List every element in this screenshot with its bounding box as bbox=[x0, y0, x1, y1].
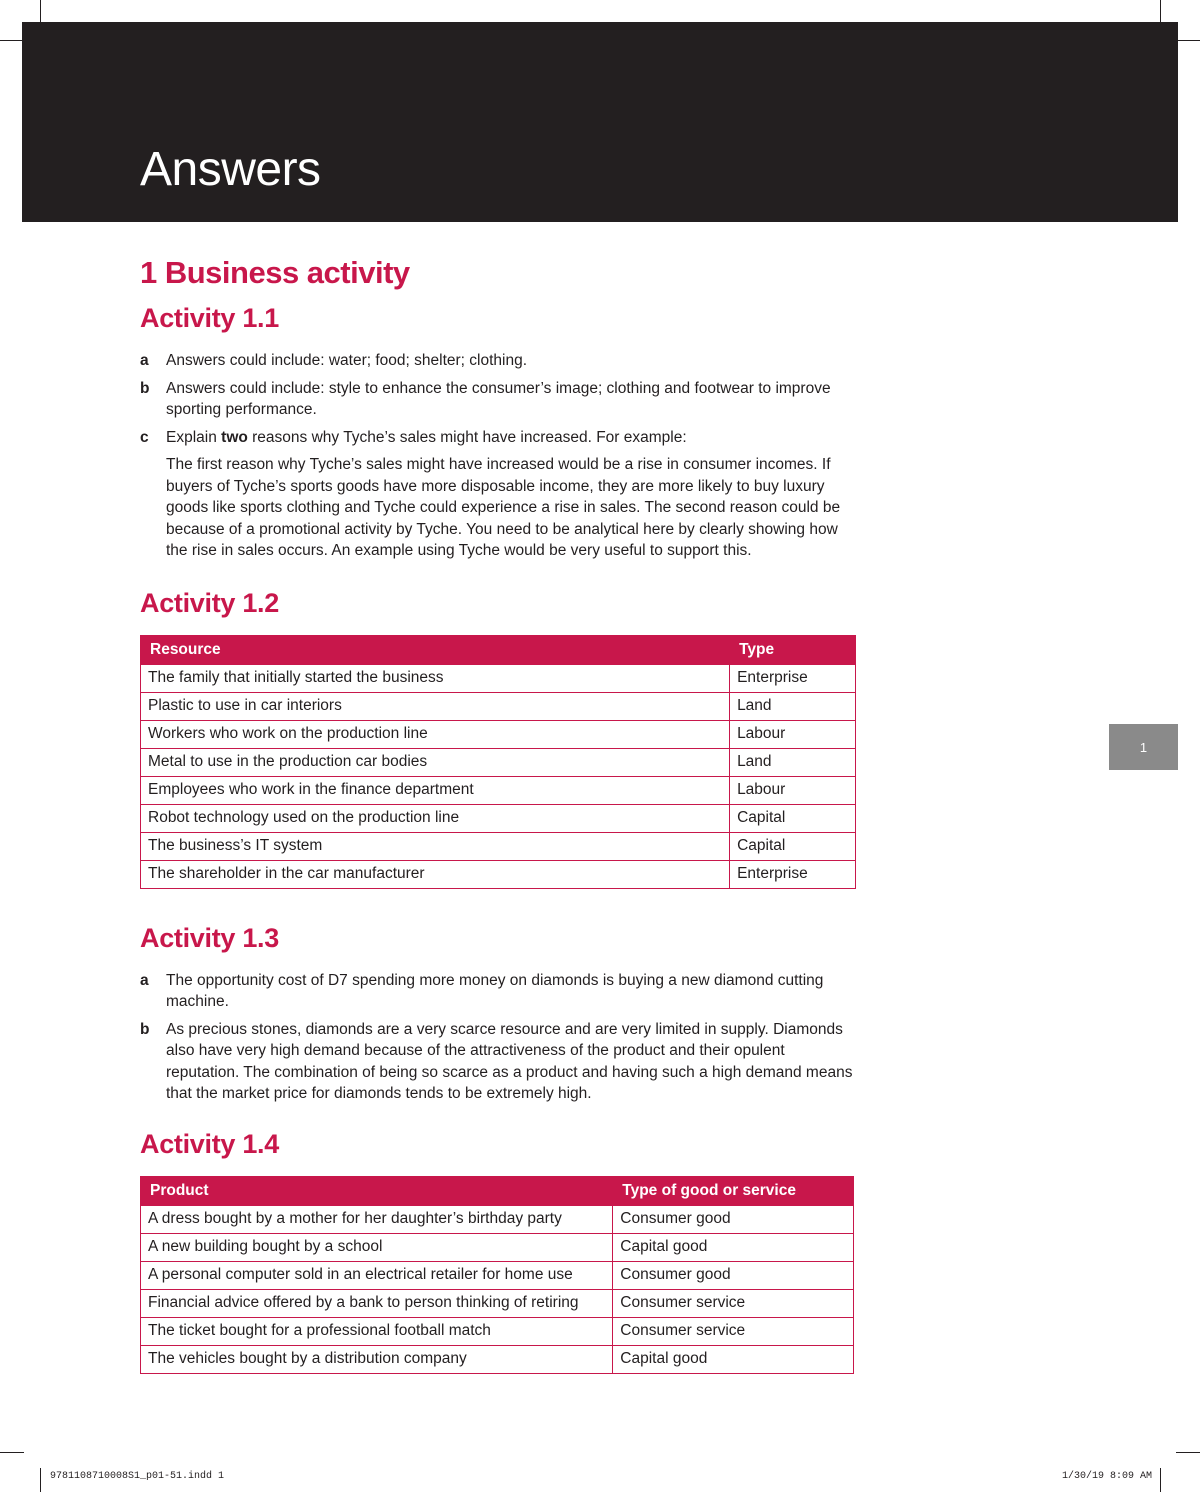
table-header-row bbox=[141, 635, 856, 664]
table-cell-type: Consumer good bbox=[613, 1205, 854, 1233]
column-header: Type of good or service bbox=[613, 1176, 854, 1205]
table-cell-type: Enterprise bbox=[730, 664, 856, 692]
crop-mark bbox=[1176, 1452, 1200, 1453]
answer-label: c bbox=[140, 428, 149, 446]
crop-mark bbox=[0, 1452, 24, 1453]
table-row bbox=[141, 832, 856, 860]
activity-1-1-answers bbox=[140, 350, 856, 562]
table-cell-type: Land bbox=[730, 748, 856, 776]
print-slug-date: 1/30/19 8:09 AM bbox=[1061, 1471, 1152, 1482]
crop-mark bbox=[1160, 0, 1161, 24]
table-row bbox=[141, 860, 856, 888]
column-header: Type bbox=[730, 635, 856, 664]
main-content bbox=[140, 255, 856, 1408]
table-row bbox=[141, 748, 856, 776]
table-cell-type: Capital bbox=[730, 804, 856, 832]
page-title: Answers bbox=[140, 143, 321, 196]
table-cell-item: The family that initially started the business bbox=[141, 664, 730, 692]
print-slug-file: 9781108710008S1_p01-51.indd 1 bbox=[50, 1471, 225, 1482]
table-cell-type: Capital bbox=[730, 832, 856, 860]
table-row bbox=[141, 1261, 854, 1289]
table-cell-item: Workers who work on the production line bbox=[141, 720, 730, 748]
table-cell-item: A new building bought by a school bbox=[141, 1233, 613, 1261]
answer-label: a bbox=[140, 971, 149, 989]
answer-explanation: The first reason why Tyche’s sales might have increased would be a rise in consumer incomes. If buyers of Tyche’s sports goods have more disposable income, they are more likely to buy luxury goods like sports clothing and Tyche could experience a rise in sales. The second reason could be because of a promotional activity by Tyche. You need to be analytical here by clearly showing how the rise in sales occurs. An example using Tyche would be very useful to support this. bbox=[166, 456, 841, 559]
table-header-row bbox=[141, 1176, 854, 1205]
table-cell-item: A personal computer sold in an electrical retailer for home use bbox=[141, 1261, 613, 1289]
answer-text: Answers could include: water; food; shelter; clothing. bbox=[166, 352, 527, 369]
table-cell-type: Land bbox=[730, 692, 856, 720]
table-cell-type: Consumer service bbox=[613, 1317, 854, 1345]
crop-mark bbox=[1160, 1468, 1161, 1492]
table-cell-item: Plastic to use in car interiors bbox=[141, 692, 730, 720]
crop-mark bbox=[1176, 40, 1200, 41]
table-row bbox=[141, 692, 856, 720]
activity-1-4-title: Activity 1.4 bbox=[140, 1128, 279, 1159]
answer-text: Answers could include: style to enhance the consumer’s image; clothing and footwear to improve sporting performance. bbox=[166, 379, 831, 418]
answer-text-end: reasons why Tyche’s sales might have increased. For example: bbox=[247, 428, 687, 446]
table-cell-type: Capital good bbox=[613, 1345, 854, 1373]
answer-text bbox=[166, 427, 856, 449]
table-row bbox=[141, 1317, 854, 1345]
table-cell-item: Employees who work in the finance department bbox=[141, 776, 730, 804]
table-cell-item: The business’s IT system bbox=[141, 832, 730, 860]
resource-table bbox=[140, 635, 856, 889]
answer-item bbox=[140, 970, 856, 1013]
table-row bbox=[141, 804, 856, 832]
answer-label: b bbox=[140, 379, 150, 397]
table-cell-item: The shareholder in the car manufacturer bbox=[141, 860, 730, 888]
activity-1-3-answers bbox=[140, 970, 856, 1105]
answer-label: b bbox=[140, 1020, 150, 1038]
answer-text: The opportunity cost of D7 spending more money on diamonds is buying a new diamond cutting machine. bbox=[166, 971, 824, 1010]
activity-1-2-title: Activity 1.2 bbox=[140, 587, 279, 618]
crop-mark bbox=[40, 0, 41, 24]
table-cell-type: Labour bbox=[730, 720, 856, 748]
table-cell-type: Consumer good bbox=[613, 1261, 854, 1289]
table-cell-type: Enterprise bbox=[730, 860, 856, 888]
table-cell-item: Metal to use in the production car bodies bbox=[141, 748, 730, 776]
table-row bbox=[141, 1205, 854, 1233]
table-row bbox=[141, 720, 856, 748]
crop-mark bbox=[40, 1468, 41, 1492]
table-row bbox=[141, 664, 856, 692]
answer-item bbox=[140, 378, 856, 421]
table-row bbox=[141, 1289, 854, 1317]
goods-table bbox=[140, 1176, 854, 1374]
answer-text: As precious stones, diamonds are a very scarce resource and are very limited in supply. Diamonds also have very high demand because of the attractiveness of the product and their opulent reputation. The combination of being so scarce as a product and having such a high demand means that the market price for diamonds tends to be extremely high. bbox=[166, 1020, 853, 1102]
table-cell-item: Robot technology used on the production line bbox=[141, 804, 730, 832]
table-cell-item: The ticket bought for a professional football match bbox=[141, 1317, 613, 1345]
table-row bbox=[141, 776, 856, 804]
table-row bbox=[141, 1345, 854, 1373]
table-cell-item: Financial advice offered by a bank to person thinking of retiring bbox=[141, 1289, 613, 1317]
activity-1-3-title: Activity 1.3 bbox=[140, 922, 279, 953]
chapter-tab: 1 bbox=[1109, 724, 1178, 770]
table-cell-type: Consumer service bbox=[613, 1289, 854, 1317]
table-cell-type: Labour bbox=[730, 776, 856, 804]
answer-label: a bbox=[140, 352, 149, 369]
answer-item bbox=[140, 427, 856, 562]
header-banner bbox=[22, 22, 1178, 222]
table-cell-item: The vehicles bought by a distribution company bbox=[141, 1345, 613, 1373]
column-header: Product bbox=[141, 1176, 613, 1205]
table-cell-item: A dress bought by a mother for her daughter’s birthday party bbox=[141, 1205, 613, 1233]
answer-item bbox=[140, 350, 856, 372]
crop-mark bbox=[0, 40, 24, 41]
activity-1-1-title: Activity 1.1 bbox=[140, 303, 279, 333]
answer-item bbox=[140, 1019, 856, 1105]
table-row bbox=[141, 1233, 854, 1261]
table-cell-type: Capital good bbox=[613, 1233, 854, 1261]
column-header: Resource bbox=[141, 635, 730, 664]
chapter-title: 1 Business activity bbox=[140, 255, 410, 290]
answer-text-emphasis: two bbox=[221, 428, 248, 446]
answer-text-start: Explain bbox=[166, 428, 222, 446]
